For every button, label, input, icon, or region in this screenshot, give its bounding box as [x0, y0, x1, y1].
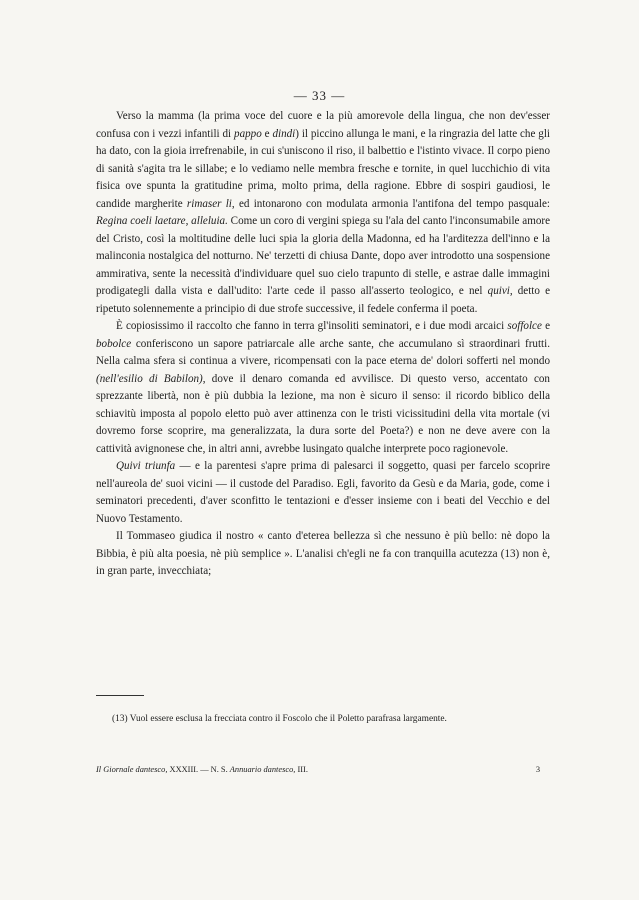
page-number: — 33 — [293, 88, 346, 103]
footer-annual-volume: III. [295, 765, 308, 774]
text-run: Verso la mamma (la prima voce del cuore e la più amorevole della lingua, che non dev'esser confusa con i vezzi infantili di [96, 110, 550, 140]
text-run: , dove il denaro comanda ed avvilisce. Di questo verso, accentato con sprezzante libertà, non è più dubbia la lezione, ma non è sicuro il senso: il ricordo biblico della schiavitù imposta al popolo eletto può aver attinenza con le tristi vicissitudini della vita mortale (vi dovremo forse scoprire, ma generalizzata, la dura sorte del Poeta?) e non ne deve avere con la cattività avignonese che, in altri anni, avrebbe lusingato qualche interprete poco ragionevole. [96, 372, 550, 455]
italic-run: dindi [272, 127, 296, 140]
text-run: È copiosissimo il raccolto che fanno in terra gl'insoliti seminatori, e i due modi arcaici [116, 320, 508, 332]
italic-run: (nell'esilio di Babilon) [96, 372, 203, 385]
italic-run: bobolce [96, 337, 132, 350]
italic-run: Quivi triunfa [116, 460, 176, 472]
running-footer [96, 765, 550, 774]
footer-annual-title: Annuario dantesco, [229, 765, 296, 774]
text-run: Come un coro di vergini spiega su l'ala del canto l'inconsumabile amore del Cristo, così la moltitudine delle luci spia la gloria della Madonna, ed ha l'arditezza dell'inno e la malinconia nostalgica del notturno. Ne' terzetti di chiusa Dante, dopo aver introdotto una sospensione ammirativa, sente la necessità d'individuare quel suo cielo trapunto di stelle, e astrae dalle immagini prodigategli dalla vista e dall'udito: l'arte cede il passo all'asserto teologico, e nel [96, 215, 550, 297]
paragraph-3 [96, 458, 550, 528]
body-text [96, 108, 550, 581]
footnote-13: (13) Vuol essere esclusa la frecciata contro il Foscolo che il Poletto parafrasa largamente. [112, 714, 447, 724]
text-run: e [541, 320, 550, 332]
footer-journal-line [96, 765, 308, 774]
footer-volume: XXXIII. — N. S. [167, 765, 230, 774]
text-run: Il Tommaseo giudica il nostro « canto d'eterea bellezza sì che nessuno è più bello: nè dopo la Bibbia, è più alta poesia, nè più semplice ». L'analisi ch'egli ne fa con tranquilla acutezza (13) non è, in gran parte, invecchiata; [96, 530, 550, 577]
italic-run: soffolce [507, 320, 542, 332]
footer-journal-title: Il Giornale dantesco, [96, 765, 168, 774]
text-run: ) il piccino allunga le mani, e la ringrazia del latte che gli ha dato, con la gioia irrefrenabile, in cui s'uniscono il riso, il balbettio e l'istinto vivace. Il corpo pieno di sanità s'agita tra le sillabe; e lo vediamo nelle membra fresche e tornite, in quel lucchichio di vita fisica ove spunta la gratitudine prima, molto prima, della ragione. Ebbre di sospiri gaudiosi, le candide margherite [96, 127, 550, 210]
text-run: e [261, 127, 273, 140]
italic-run: rimaser li [186, 197, 232, 210]
footnote-divider [96, 695, 144, 696]
signature-mark: 3 [535, 765, 540, 774]
paragraph-4 [96, 528, 550, 581]
text-run: detto e ripetuto solennemente a principio di due strofe successive, il fedele conferma il poeta. [96, 285, 550, 315]
text-run: , ed intonarono con modulata armonia l'antifona del tempo pasquale: [231, 197, 550, 210]
italic-run: pappo [234, 127, 262, 140]
text-run: — e la parentesi s'apre prima di palesarci il soggetto, quasi per farcelo scoprire nell'aureola de' suoi vicini — il custode del Paradiso. Egli, favorito da Gesù e da Maria, gode, come i seminatori precedenti, d'aver sconfitto le tentazioni e d'esser insieme con i beati del Vecchio e del Nuovo Testamento. [96, 460, 551, 525]
italic-run: Regina coeli laetare, alleluia. [96, 215, 228, 227]
italic-run: quivi, [487, 285, 513, 297]
paragraph-2 [96, 318, 550, 458]
text-run: conferiscono un sapore patriarcale alle arche sante, che accumulano sì straordinari frutti. Nella calma sfera si continua a vivere, ricompensati con la pace eterna de' dolori sofferti nel mondo [96, 337, 550, 367]
paragraph-1 [96, 108, 550, 318]
